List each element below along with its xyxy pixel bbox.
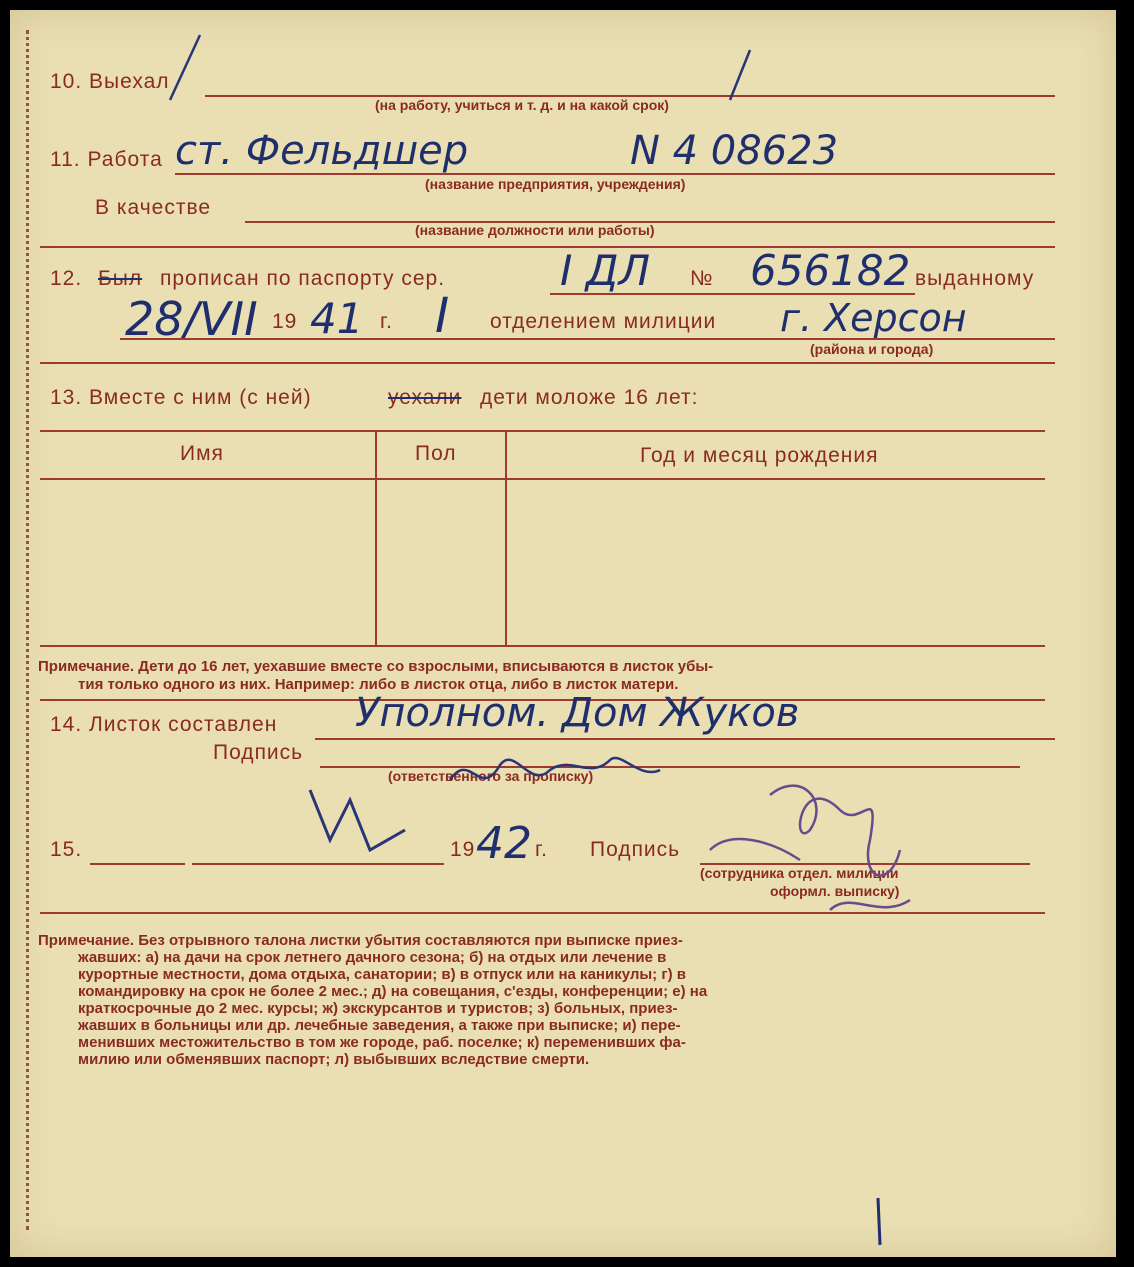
field-15-caption-1: (сотрудника отдел. милиции <box>700 865 899 881</box>
note-2-line-7: менивших местожительство в том же городе, раб. поселке; к) переменивших фа- <box>78 1034 686 1051</box>
field-12-date-handwritten: 28/VII <box>125 292 258 346</box>
field-12-year-handwritten: 41 <box>310 294 364 343</box>
field-12-label: прописан по паспорту сер. <box>160 267 446 290</box>
field-11-caption: (название предприятия, учреждения) <box>425 176 686 192</box>
field-11-work-handwritten: ст. Фельдшер <box>175 128 469 174</box>
field-10-label: 10. Выехал <box>50 70 170 93</box>
note-1-line-2: тия только одного из них. Например: либо в листок отца, либо в листок матери. <box>78 676 679 693</box>
field-15-sign-label: Подпись <box>590 838 681 861</box>
field-12-number-handwritten: 656182 <box>750 246 911 295</box>
field-12-year-prefix: 19 <box>272 310 298 333</box>
field-12-dept-label: отделением милиции <box>490 310 717 333</box>
field-12-issued-label: выданному <box>915 267 1035 290</box>
bottom-stroke-mark <box>878 1198 880 1245</box>
field-15-year-prefix: 19 <box>450 838 476 861</box>
field-11-label: 11. Работа <box>50 148 163 171</box>
note-2-line-6: жавших в больницы или др. лечебные заведения, а также при выписке; и) пере- <box>78 1017 681 1034</box>
field-12-city-handwritten: г. Херсон <box>780 296 967 340</box>
field-10-caption: (на работу, учиться и т. д. и на какой срок) <box>375 97 669 113</box>
field-12-number: 12. <box>50 267 83 290</box>
note-2-line-8: милию или обменявших паспорт; л) выбывших вследствие смерти. <box>78 1051 590 1068</box>
field-14-label: 14. Листок составлен <box>50 713 278 736</box>
field-12-dept-number-handwritten: I <box>435 288 450 344</box>
note-2-line-2: жавших: а) на дачи на срок летнего дачного сезона; б) на отдых или лечение в <box>78 949 667 966</box>
field-10-dash-1 <box>170 35 200 100</box>
ink-marks <box>10 10 1116 1257</box>
field-15-signature <box>710 786 910 910</box>
field-15-day-mark <box>310 790 405 850</box>
field-13-label-end: дети моложе 16 лет: <box>480 386 699 409</box>
field-12-caption: (района и города) <box>810 341 934 357</box>
field-11-work-number-handwritten: N 4 08623 <box>630 128 839 174</box>
field-10-dash-2 <box>730 50 750 100</box>
note-2-line-3: курортные местности, дома отдыха, санатории; в) в отпуск или на каникулы; г) в <box>78 966 686 983</box>
field-12-struck-word: Был <box>98 267 143 290</box>
field-13-label: 13. Вместе с ним (с ней) <box>50 386 312 409</box>
field-12-year-suffix: г. <box>380 310 393 333</box>
field-15-year-suffix: г. <box>535 838 548 861</box>
note-2-line-1: Примечание. Без отрывного талона листки убытия составляются при выписке приез- <box>38 932 683 949</box>
field-13-struck-word: уехали <box>388 386 462 409</box>
document-page <box>10 10 1116 1257</box>
field-14-caption: (ответственного за прописку) <box>388 768 594 784</box>
field-15-year-handwritten: 42 <box>476 818 532 869</box>
table-header-name: Имя <box>180 442 224 465</box>
field-14-signature <box>450 758 660 780</box>
field-12-series-handwritten: I ДЛ <box>560 246 651 295</box>
field-14-sign-label: Подпись <box>213 741 304 764</box>
note-1-line-1: Примечание. Дети до 16 лет, уехавшие вместе со взрослыми, вписываются в листок убы- <box>38 658 714 675</box>
field-12-number-label: № <box>690 267 714 290</box>
field-11-role-caption: (название должности или работы) <box>415 222 655 238</box>
table-header-birth: Год и месяц рождения <box>640 444 879 467</box>
field-14-handwritten: Уполном. Дом Жуков <box>355 690 800 736</box>
note-2-line-4: командировку на срок не более 2 мес.; д) на совещания, с'езды, конференции; е) на <box>78 983 708 1000</box>
field-15-label: 15. <box>50 838 83 861</box>
table-header-sex: Пол <box>415 442 457 465</box>
note-2-line-5: краткосрочные до 2 мес. курсы; ж) экскурсантов и туристов; з) больных, приез- <box>78 1000 678 1017</box>
field-11-role-label: В качестве <box>95 196 212 219</box>
field-15-caption-2: оформл. выписку) <box>770 883 900 899</box>
